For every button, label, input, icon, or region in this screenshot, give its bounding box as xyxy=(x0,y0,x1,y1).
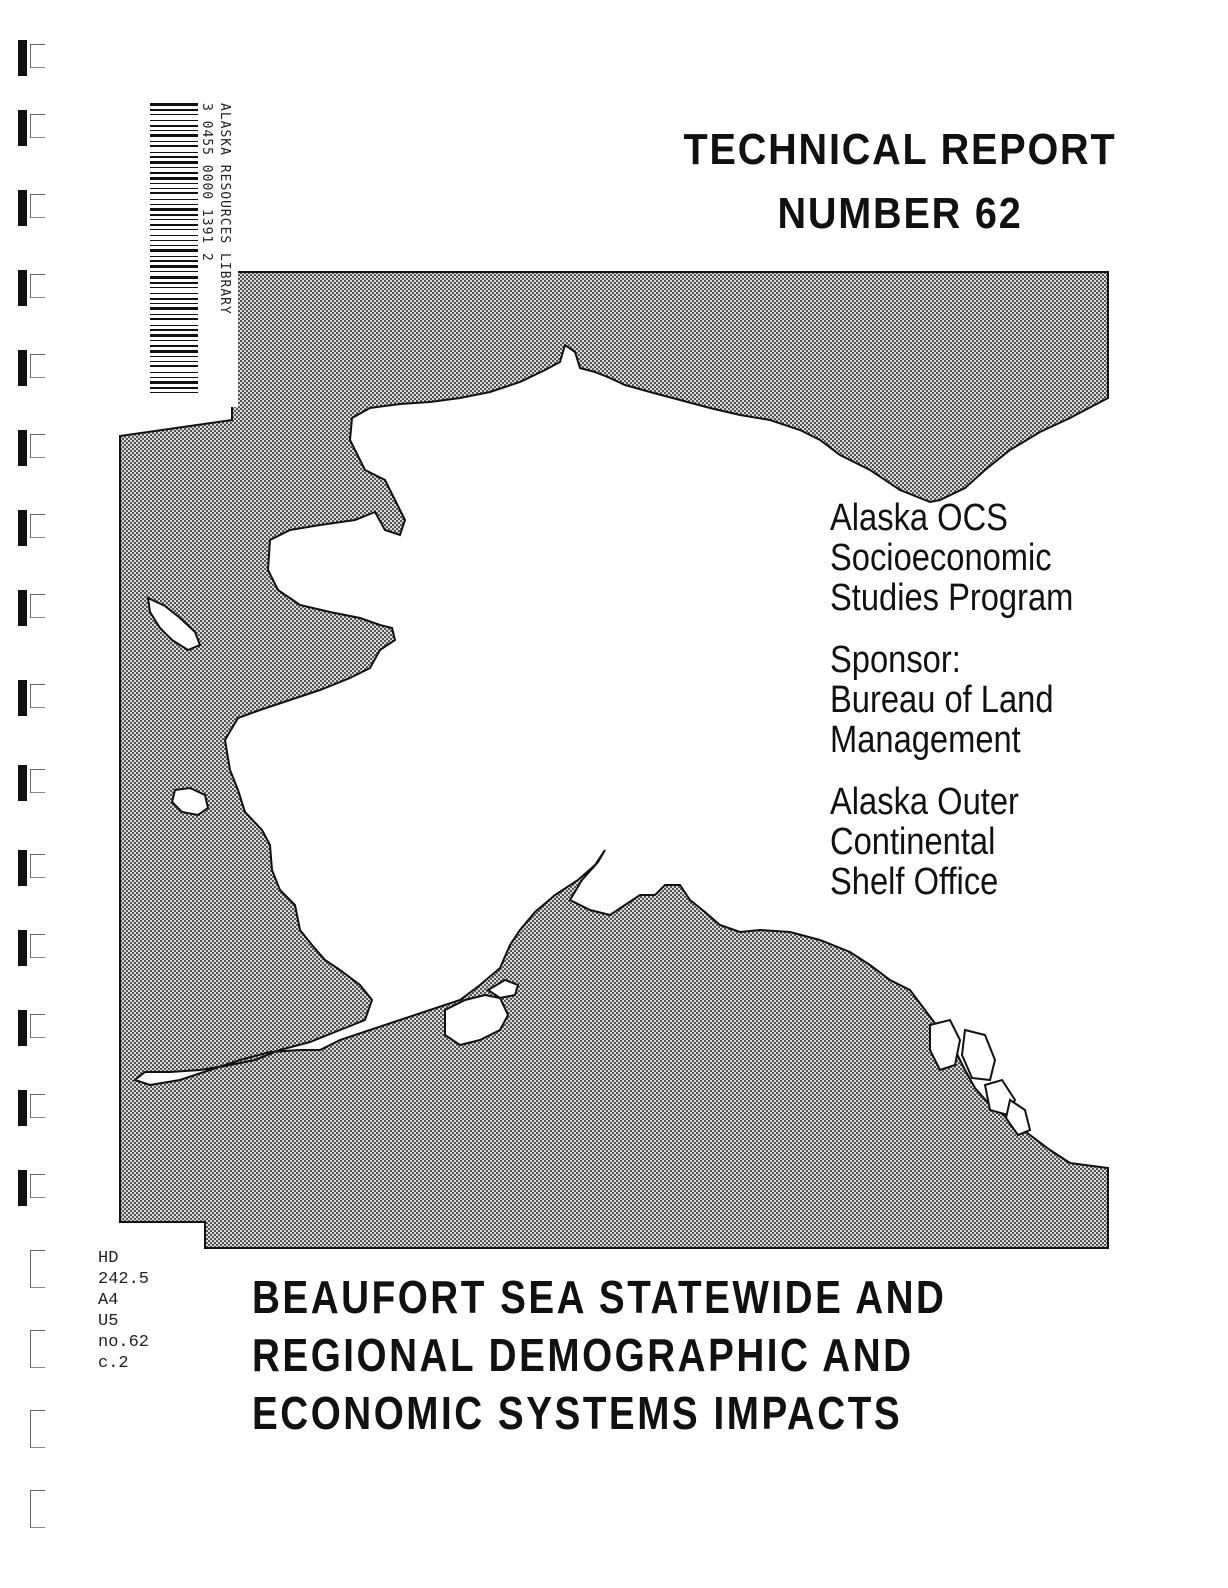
library-barcode-label xyxy=(140,95,238,407)
barcode-bar xyxy=(150,340,198,341)
barcode-bar xyxy=(150,271,198,272)
barcode-bar xyxy=(150,240,198,241)
report-title-line: ECONOMIC SYSTEMS IMPACTS xyxy=(252,1387,903,1439)
barcode-bar xyxy=(150,199,198,200)
office-line: Shelf Office xyxy=(830,861,999,903)
barcode-bar xyxy=(150,260,198,262)
barcode-bar xyxy=(150,276,198,279)
barcode-bar xyxy=(150,361,198,362)
barcode-bar xyxy=(150,125,198,127)
barcode-bar xyxy=(150,152,198,153)
sponsor-line: Sponsor: xyxy=(830,639,961,681)
sponsor-line: Management xyxy=(830,719,1021,761)
barcode-bar xyxy=(150,120,198,121)
barcode-bar xyxy=(150,303,198,304)
barcode-bar xyxy=(150,161,198,164)
call-number-line: c.2 xyxy=(98,1354,129,1373)
barcode-bar xyxy=(150,387,198,389)
office-line: Alaska Outer xyxy=(830,781,1019,823)
library-name: ALASKA RESOURCES LIBRARY xyxy=(217,103,232,315)
call-number-line: A4 xyxy=(98,1291,119,1310)
barcode-bar xyxy=(150,365,198,367)
barcode-bar xyxy=(150,219,198,220)
sponsor-line: Bureau of Land xyxy=(830,679,1054,721)
barcode-bar xyxy=(150,282,198,284)
barcode-bar xyxy=(150,265,198,268)
barcode-bar xyxy=(150,103,198,106)
barcode-bar xyxy=(150,172,198,174)
barcode-bar xyxy=(150,307,198,310)
barcode-bar xyxy=(150,192,198,194)
barcode-bar xyxy=(150,183,198,184)
sponsor-info xyxy=(830,640,1105,760)
barcode-number: 3 0455 0000 1391 2 xyxy=(199,103,214,262)
call-number-line: 242.5 xyxy=(98,1270,150,1289)
report-title xyxy=(252,1268,974,1442)
barcode-bar xyxy=(150,318,198,320)
barcode-bar xyxy=(150,350,198,353)
barcode-bar xyxy=(150,235,198,236)
barcode-bar xyxy=(150,356,198,357)
call-number xyxy=(98,1248,208,1374)
barcode-bar xyxy=(150,214,198,216)
barcode-bar xyxy=(150,177,198,180)
barcode-bar xyxy=(150,329,198,331)
program-name xyxy=(830,498,1105,618)
barcode-bar xyxy=(150,109,198,111)
barcode-bar xyxy=(150,114,198,115)
barcode-bar xyxy=(150,224,198,226)
barcode-bar xyxy=(150,314,198,315)
barcode-bar xyxy=(150,245,198,246)
report-number-heading xyxy=(666,118,1134,246)
barcode-bar xyxy=(150,156,198,158)
barcode-bar xyxy=(150,188,198,189)
call-number-line: U5 xyxy=(98,1312,119,1331)
barcode-bar xyxy=(150,372,198,373)
barcode-bar xyxy=(150,145,198,147)
barcode-bar xyxy=(150,381,198,384)
barcode-bar xyxy=(150,392,198,393)
program-line: Studies Program xyxy=(830,577,1074,619)
barcode-bar xyxy=(150,130,198,131)
barcode-bar xyxy=(150,229,198,230)
office-info xyxy=(830,782,1105,902)
report-title-line: REGIONAL DEMOGRAPHIC AND xyxy=(252,1329,914,1381)
barcode-bar xyxy=(150,256,198,257)
office-line: Continental xyxy=(830,821,996,863)
report-title-line: BEAUFORT SEA STATEWIDE AND xyxy=(252,1271,947,1323)
barcode-bar xyxy=(150,334,198,337)
barcode-bar xyxy=(150,287,198,288)
report-title-line-1: TECHNICAL REPORT xyxy=(683,125,1117,174)
report-title-line-2: NUMBER 62 xyxy=(777,189,1023,238)
call-number-line: HD xyxy=(98,1249,119,1268)
barcode xyxy=(150,103,198,393)
barcode-bar xyxy=(150,345,198,347)
barcode-bar xyxy=(150,208,198,211)
barcode-bar xyxy=(150,141,198,142)
barcode-bar xyxy=(150,134,198,137)
program-info xyxy=(830,498,1150,924)
barcode-bar xyxy=(150,204,198,205)
barcode-bar xyxy=(150,293,198,294)
barcode-bar xyxy=(150,298,198,300)
barcode-bar xyxy=(150,325,198,326)
barcode-bar xyxy=(150,377,198,378)
program-line: Socioeconomic xyxy=(830,537,1052,579)
call-number-line: no.62 xyxy=(98,1333,150,1352)
program-line: Alaska OCS xyxy=(830,497,1008,539)
barcode-bar xyxy=(150,167,198,168)
barcode-bar xyxy=(150,249,198,252)
